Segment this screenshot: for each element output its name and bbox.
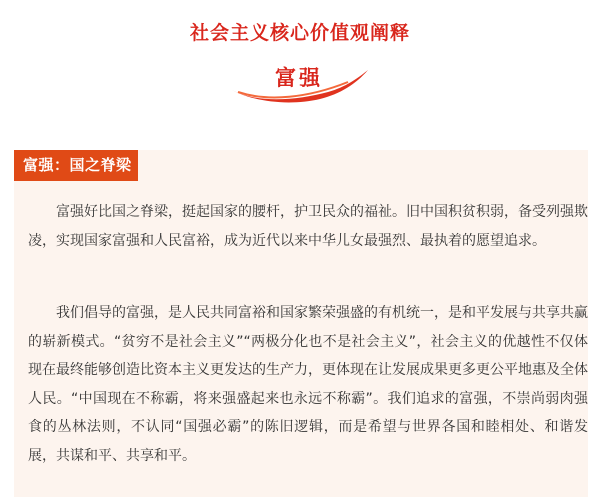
paragraph-2: 我们倡导的富强，是人民共同富裕和国家繁荣强盛的有机统一，是和平发展与共享共赢的崭新模式。“贫穷不是社会主义”“两极分化也不是社会主义”，社会主义的优越性不仅体现在最终能够创造比资本主义更发达的生产力，更体现在让发展成果更多更公平地惠及全体人民。“中国现在不称霸，将来强盛起来也永远不称霸”。我们追求的富强，不崇尚弱肉强食的丛林法则，不认同“国强必霸”的陈旧逻辑，而是希望与世界各国和睦相处、和谐发展，共谋和平、共享和平。 — [28, 305, 588, 464]
title-ribbon — [228, 52, 370, 104]
page-title: 社会主义核心价值观阐释 — [189, 22, 410, 44]
paragraph-1: 富强好比国之脊梁，挺起国家的腰杆，护卫民众的福祉。旧中国积贫积弱，备受列强欺凌，实现国家富强和人民富裕，成为近代以来中华儿女最强烈、最执着的愿望追求。 — [28, 204, 588, 249]
section-label: 富强：国之脊梁 — [14, 150, 138, 181]
ribbon-title: 富强 — [275, 66, 323, 90]
